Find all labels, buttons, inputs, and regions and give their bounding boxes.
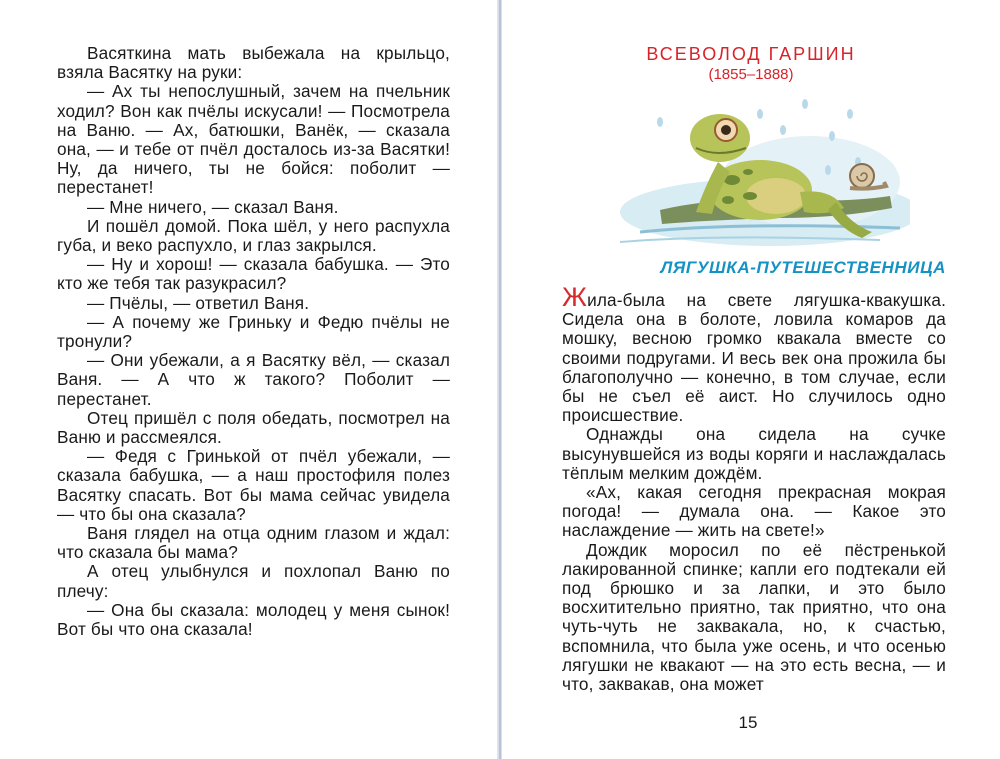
paragraph: Дождик моросил по её пёстренькой лакированной спинке; капли его подтекали ей под брюшко и за лапки, и это было восхитительно приятно, так приятно, что она чуть-чуть не заквакала, но, к счастью, вспомнила, что была уже осень, и что осенью лягушки не квакают — на это есть весна, — и что, заквакав, она может [562, 539, 946, 695]
paragraph-text: ила-была на свете лягушка-квакушка. Сидела она в болоте, ловила комаров да мошку, весною громко квакала вместе со своими подругами. И весь век она прожила бы благополучно — конечно, в том случае, если бы не съел её аист. Но случилось одно происшествие. [562, 290, 946, 426]
story-title: ЛЯГУШКА-ПУТЕШЕСТВЕННИЦА [660, 258, 946, 277]
right-text-column [562, 282, 946, 695]
gutter-divider [499, 0, 501, 759]
paragraph: — Она бы сказала: молодец у меня сынок! Вот бы что она сказала! [57, 599, 450, 640]
paragraph: — Пчёлы, — ответил Ваня. [87, 292, 310, 313]
paragraph: Отец пришёл с поля обедать, посмотрел на Ваню и рассмеялся. [57, 407, 450, 448]
frog-illustration [600, 92, 910, 250]
paragraph: — Мне ничего, — сказал Ваня. [87, 196, 339, 217]
drop-cap: Ж [562, 282, 588, 312]
paragraph: И пошёл домой. Пока шёл, у него распухла губа, и веко распухло, и глаз закрылся. [57, 215, 450, 256]
paragraph: — А почему же Гриньку и Федю пчёлы не тронули? [57, 311, 450, 352]
left-text-column [57, 44, 450, 639]
paragraph: — Федя с Гринькой от пчёл убежали, — сказала бабушка, — а наш простофиля полез Васятку спасать. Вот бы мама сейчас увидела — что бы она сказала? [57, 446, 450, 524]
paragraph: А отец улыбнулся и похлопал Ваню по плечу: [57, 561, 450, 601]
author-name: ВСЕВОЛОД ГАРШИН [646, 44, 856, 64]
paragraph: Васяткина мать выбежала на крыльцо, взяла Васятку на руки: [57, 43, 450, 83]
paragraph: «Ах, какая сегодня прекрасная мокрая погода! — думала она. — Какое это наслаждение — жить на свете!» [562, 482, 946, 541]
paragraph: Ваня глядел на отца одним глазом и ждал: что сказала бы мама? [57, 523, 450, 563]
snail-shell [850, 164, 874, 188]
paragraph: — Они убежали, а я Васятку вёл, — сказал Ваня. — А что ж такого? Поболит — перестанет. [57, 350, 450, 409]
page-number: 15 [738, 713, 758, 732]
paragraph: — Ах ты непослушный, зачем на пчельник ходил? Вон как пчёлы искусали! — Посмотрела на Ваню. — Ах, батюшки, Ванёк, — сказала она, — и тебе от пчёл досталось из-за Васятки! Ну, да ничего, ты не бойся: поболит — перестанет! [57, 81, 450, 198]
opening-paragraph [562, 282, 946, 426]
frog-pupil [721, 125, 731, 135]
paragraph: — Ну и хорош! — сказала бабушка. — Это кто же тебя так разукрасил? [57, 254, 450, 294]
left-page [0, 0, 498, 759]
paragraph: Однажды она сидела на сучке высунувшейся из воды коряги и наслаждалась тёплым мелким дождём. [562, 424, 946, 483]
author-years: (1855–1888) [708, 66, 794, 83]
